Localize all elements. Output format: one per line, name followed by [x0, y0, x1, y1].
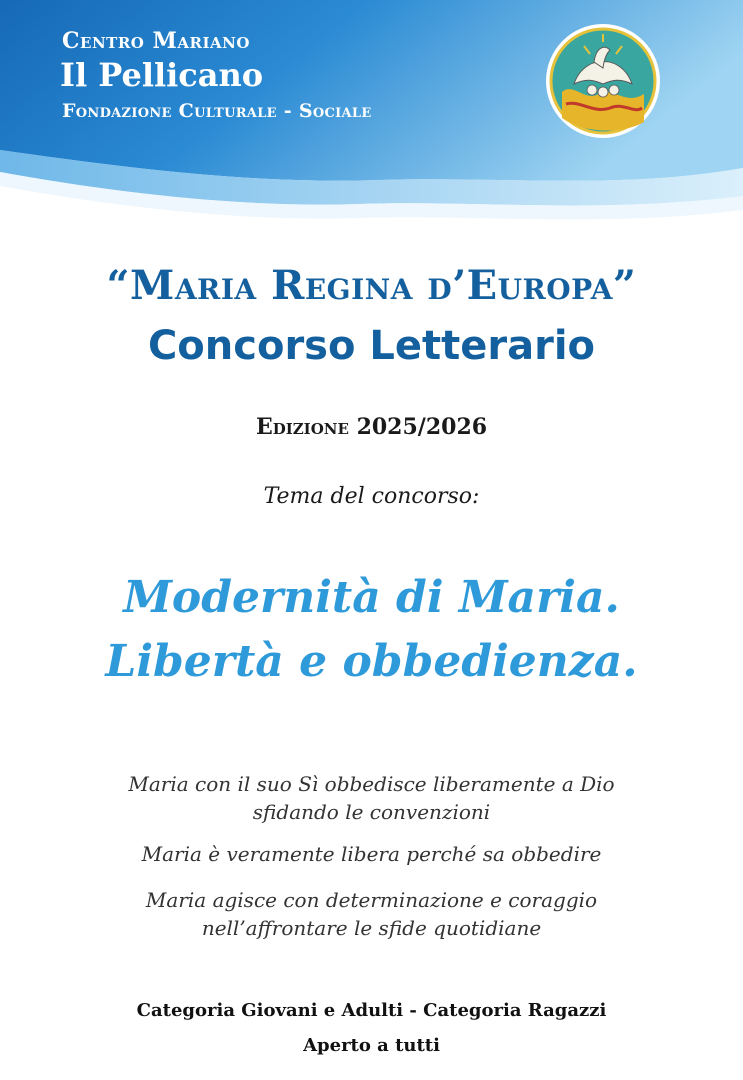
contest-title-sub: Concorso Letterario: [147, 323, 596, 369]
org-name-line1: Centro Mariano: [62, 28, 250, 54]
quote-3: [0, 886, 743, 942]
quote-3-line1: Maria agisce con determinazione e coraggio: [145, 888, 598, 912]
theme-heading-line1: Modernità di Maria.: [123, 572, 620, 623]
quote-2: [0, 840, 743, 868]
edition-label: Edizione 2025/2026: [255, 414, 488, 440]
org-name-line2: Il Pellicano: [60, 56, 264, 94]
org-name-line3: Fondazione Culturale - Sociale: [62, 100, 372, 122]
contest-title: [0, 252, 743, 372]
quote-1: [0, 770, 743, 826]
pelican-emblem-icon: [544, 22, 662, 140]
quote-3-line2: nell’affrontare le sfide quotidiane: [201, 916, 542, 940]
quote-1-line2: sfidando le convenzioni: [252, 800, 491, 824]
open-to-all-text: Aperto a tutti: [303, 1035, 440, 1056]
theme-label: Tema del concorso:: [263, 484, 480, 509]
theme-heading-line2: Libertà e obbedienza.: [105, 636, 638, 687]
categories-text: Categoria Giovani e Adulti - Categoria Ragazzi: [136, 1000, 607, 1021]
contest-title-main: “Maria Regina d’Europa”: [106, 262, 637, 309]
theme-heading: [0, 566, 743, 694]
quote-1-line1: Maria con il suo Sì obbedisce liberamente a Dio: [128, 772, 615, 796]
quote-2-line1: Maria è veramente libera perché sa obbedire: [141, 842, 602, 866]
